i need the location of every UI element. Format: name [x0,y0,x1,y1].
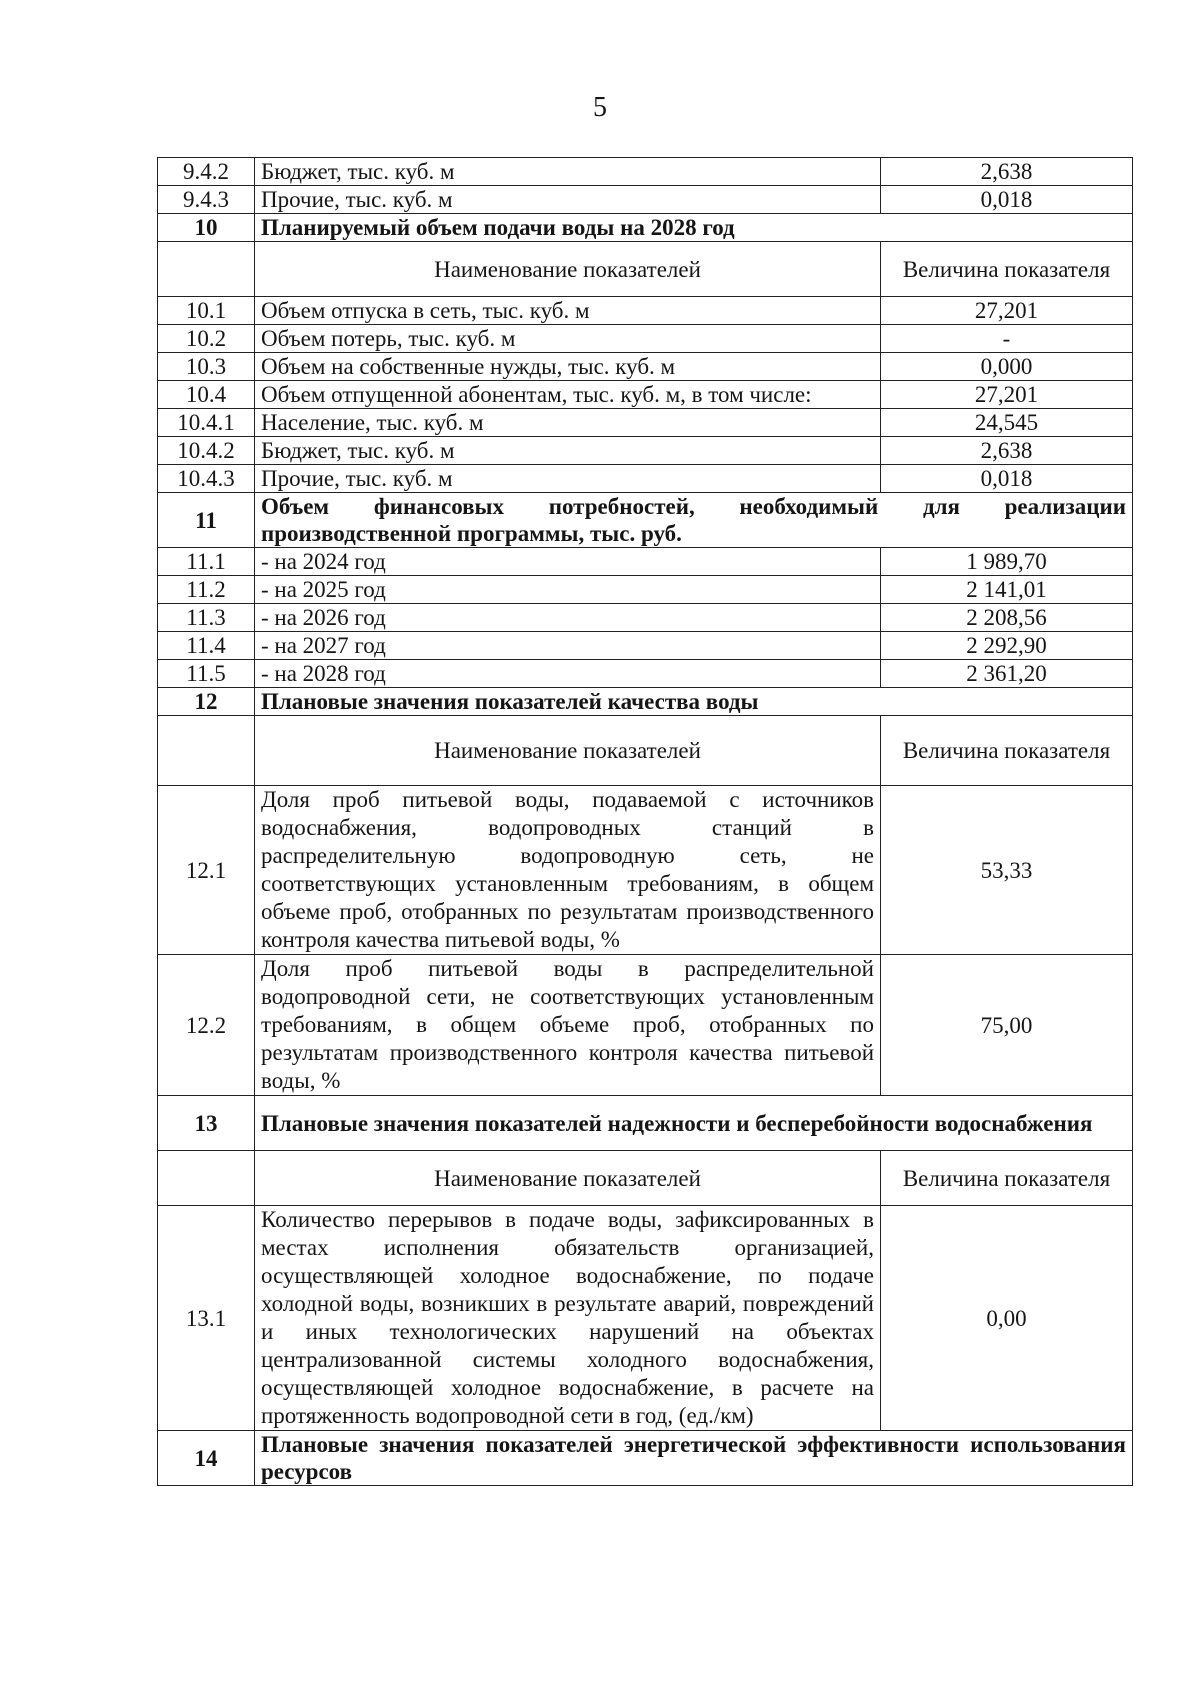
row-number: 11.5 [158,660,255,688]
header-value-cell: Величина показателя [881,242,1133,297]
page-number: 5 [593,92,607,123]
section-title: Плановые значения показателей качества воды [255,688,1133,716]
table-row [158,325,1133,353]
column-header-row [158,242,1133,297]
row-number: 11.3 [158,604,255,632]
row-name: - на 2024 год [255,548,881,576]
row-name: Объем на собственные нужды, тыс. куб. м [255,353,881,381]
row-name: Объем отпуска в сеть, тыс. куб. м [255,297,881,325]
column-header-row [158,1151,1133,1206]
row-value: 0,000 [881,353,1133,381]
row-value: 2 208,56 [881,604,1133,632]
header-name-cell: Наименование показателей [255,242,881,297]
row-value: 53,33 [881,786,1133,955]
row-value: 2 361,20 [881,660,1133,688]
table-row [158,1206,1133,1431]
section-row-13 [158,1096,1133,1151]
row-number: 10.4.2 [158,437,255,465]
table-row [158,604,1133,632]
table-row [158,955,1133,1096]
row-name: - на 2027 год [255,632,881,660]
row-number: 10.4.1 [158,409,255,437]
row-name: Прочие, тыс. куб. м [255,465,881,493]
row-value: 1 989,70 [881,548,1133,576]
row-name: Объем потерь, тыс. куб. м [255,325,881,353]
row-name: Доля проб питьевой воды в распределительной водопроводной сети, не соответствующих установленным требованиям, в общем объеме проб, отобранных по результатам производственного контроля качества питьевой воды, % [255,955,881,1096]
table-row [158,632,1133,660]
table-row [158,297,1133,325]
row-number: 11.1 [158,548,255,576]
row-number: 12.2 [158,955,255,1096]
row-name: Прочие, тыс. куб. м [255,186,881,214]
section-row-14 [158,1431,1133,1486]
table-row [158,786,1133,955]
row-name: - на 2028 год [255,660,881,688]
table-row [158,576,1133,604]
table-row [158,158,1133,186]
row-number: 9.4.2 [158,158,255,186]
row-name: Население, тыс. куб. м [255,409,881,437]
section-row-10 [158,214,1133,242]
column-header-row [158,716,1133,786]
row-name: Объем отпущенной абонентам, тыс. куб. м, в том числе: [255,381,881,409]
section-number: 14 [158,1431,255,1486]
row-value: 0,018 [881,465,1133,493]
row-value: 24,545 [881,409,1133,437]
row-number: 11.4 [158,632,255,660]
row-number: 10.4.3 [158,465,255,493]
section-number: 13 [158,1096,255,1151]
row-value: 2 141,01 [881,576,1133,604]
section-number: 11 [158,493,255,548]
row-value: 27,201 [881,297,1133,325]
row-number: 11.2 [158,576,255,604]
section-number: 10 [158,214,255,242]
section-title: Плановые значения показателей надежности и бесперебойности водоснабжения [255,1096,1133,1151]
header-empty-cell [158,242,255,297]
row-number: 9.4.3 [158,186,255,214]
row-number: 13.1 [158,1206,255,1431]
table-row [158,437,1133,465]
row-value: 2 292,90 [881,632,1133,660]
table-row [158,186,1133,214]
header-empty-cell [158,1151,255,1206]
section-title: Плановые значения показателей энергетической эффективности использования ресурсов [255,1431,1133,1486]
row-name: Доля проб питьевой воды, подаваемой с источников водоснабжения, водопроводных станций в распределительную водопроводную сеть, не соответствующих установленным требованиям, в общем объеме проб, отобранных по результатам производственного контроля качества питьевой воды, % [255,786,881,955]
row-name: - на 2025 год [255,576,881,604]
table-row [158,660,1133,688]
table-row [158,381,1133,409]
table-row [158,409,1133,437]
section-row-12 [158,688,1133,716]
row-value: - [881,325,1133,353]
row-value: 0,00 [881,1206,1133,1431]
table-row [158,353,1133,381]
row-value: 2,638 [881,158,1133,186]
row-number: 10.4 [158,381,255,409]
row-number: 10.2 [158,325,255,353]
header-name-cell: Наименование показателей [255,1151,881,1206]
row-name: Бюджет, тыс. куб. м [255,437,881,465]
row-value: 0,018 [881,186,1133,214]
section-row-11 [158,493,1133,548]
table-row [158,465,1133,493]
header-value-cell: Величина показателя [881,716,1133,786]
section-number: 12 [158,688,255,716]
row-value: 75,00 [881,955,1133,1096]
header-empty-cell [158,716,255,786]
header-name-cell: Наименование показателей [255,716,881,786]
section-title: Объем финансовых потребностей, необходимый для реализации производственной программы, тыс. руб. [255,493,1133,548]
section-title: Планируемый объем подачи воды на 2028 год [255,214,1133,242]
row-value: 2,638 [881,437,1133,465]
production-program-table [157,157,1133,1486]
header-value-cell: Величина показателя [881,1151,1133,1206]
row-number: 10.1 [158,297,255,325]
row-number: 12.1 [158,786,255,955]
table-row [158,548,1133,576]
row-number: 10.3 [158,353,255,381]
row-value: 27,201 [881,381,1133,409]
row-name: Количество перерывов в подаче воды, зафиксированных в местах исполнения обязательств организацией, осуществляющей холодное водоснабжение, по подаче холодной воды, возникших в результате аварий, повреждений и иных технологических нарушений на объектах централизованной системы холодного водоснабжения, осуществляющей холодное водоснабжение, в расчете на протяженность водопроводной сети в год, (ед./км) [255,1206,881,1431]
row-name: - на 2026 год [255,604,881,632]
row-name: Бюджет, тыс. куб. м [255,158,881,186]
